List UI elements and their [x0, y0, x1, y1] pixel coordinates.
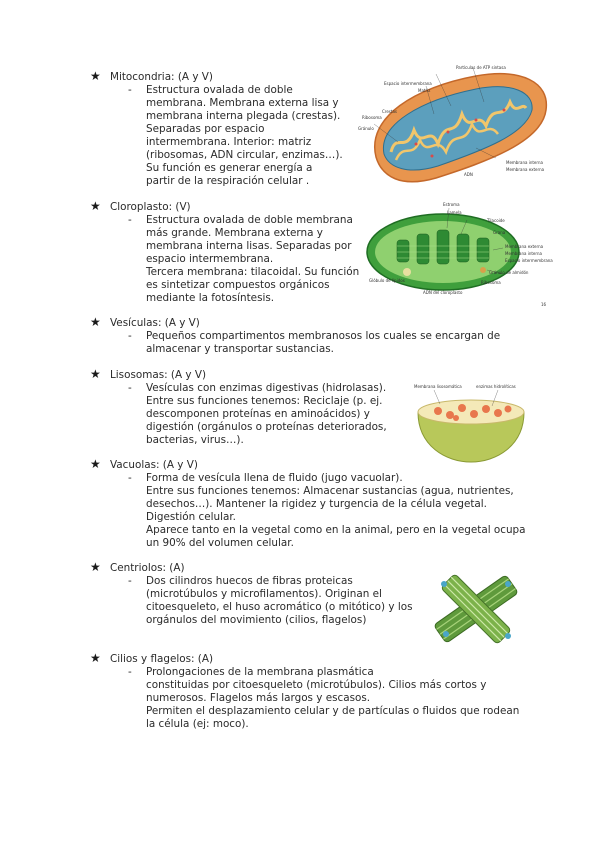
figure-label: Membrana lisosomática: [414, 384, 462, 389]
figure-label: ADN del cloroplasto: [423, 290, 463, 295]
star-bullet-icon: ★: [90, 199, 101, 213]
figure-label: Membrana externa: [505, 244, 544, 249]
figure-label: Membrana interna: [506, 160, 543, 165]
figure-label: Crestas: [382, 109, 397, 114]
section-body: Estructura ovalada de doble membrana. Membrana externa lisa y membrana interna plegada (crestas). Separadas por espacio intermembrana. Interior: matriz (ribosomas, ADN circular, enzimas…). Su función es generar energía a partir de la respiración celular .: [146, 84, 343, 187]
figure-label: Membrana interna: [505, 251, 542, 256]
dash-bullet: -: [128, 84, 132, 96]
lysosome-illustration: [410, 382, 532, 464]
figure-label: Matriz: [418, 88, 431, 93]
figure-label: Ribosoma: [362, 115, 382, 120]
lysosome-figure: [410, 382, 532, 464]
figure-label: Lamela: [447, 210, 462, 215]
figure-label: Grana: [493, 230, 506, 235]
figure-label: Gránulo de almidón: [489, 270, 529, 275]
figure-label: Gránulo: [358, 126, 374, 131]
section-body: Forma de vesícula llena de fluido (jugo vacuolar). Entre sus funciones tenemos: Almacenar sustancias (agua, nutrientes, desechos…). Mantener la rigidez y turgencia de la célula vegetal. Digestión celular. Aparece tanto en la vegetal como en la animal, pero en la vegetal ocupa un 90% del volumen celular.: [146, 472, 526, 549]
figure-label: Membrana externa: [506, 167, 545, 172]
star-bullet-icon: ★: [90, 651, 101, 665]
figure-label: Partículas de ATP sintasa: [456, 65, 506, 70]
mitochondria-figure: [356, 62, 552, 192]
centriole-illustration: [428, 568, 524, 650]
figure-label: Espacio intermembrana: [505, 258, 553, 263]
section-title: Vacuolas: (A y V): [110, 459, 198, 471]
section-title: Centriolos: (A): [110, 562, 185, 574]
section-title: Cilios y flagelos: (A): [110, 653, 214, 665]
star-bullet-icon: ★: [90, 69, 101, 83]
dash-bullet: -: [128, 472, 132, 484]
dash-bullet: -: [128, 330, 132, 342]
figure-label: Espacio intermembrana: [384, 81, 432, 86]
section-title: Cloroplasto: (V): [110, 201, 191, 213]
figure-label: Tilacoide: [487, 218, 505, 223]
page-mark: 16: [541, 302, 547, 307]
dash-bullet: -: [128, 666, 132, 678]
section-body: Estructura ovalada de doble membrana más grande. Membrana externa y membrana interna lisas. Separadas por espacio intermembrana. Tercera membrana: tilacoidal. Su función es sintetizar compuestos orgánicos mediante la fotosíntesis.: [146, 214, 360, 304]
dash-bullet: -: [128, 214, 132, 226]
section-title: Mitocondria: (A y V): [110, 71, 213, 83]
figure-label: enzimas hidrolíticas: [476, 384, 516, 389]
star-bullet-icon: ★: [90, 457, 101, 471]
chloroplast-figure: [363, 200, 553, 306]
centriole-figure: [428, 568, 524, 650]
section-body: Dos cilindros huecos de fibras proteicas (microtúbulos y microfilamentos). Originan el citoesqueleto, el huso acromático (o mitótico) y los orgánulos del movimiento (cilios, flagelos): [146, 575, 413, 626]
star-bullet-icon: ★: [90, 367, 101, 381]
section-title: Lisosomas: (A y V): [110, 369, 207, 381]
dash-bullet: -: [128, 575, 132, 587]
section-body: Prolongaciones de la membrana plasmática constituidas por citoesqueleto (microtúbulos). Cilios más cortos y numerosos. Flagelos más largos y escasos. Permiten el desplazamiento celular y de partículas o fluidos que rodean la célula (ej: moco).: [146, 666, 520, 730]
figure-label: ADN: [464, 172, 473, 177]
section-body: Pequeños compartimentos membranosos los cuales se encargan de almacenar y transportar sustancias.: [146, 330, 501, 355]
section-title: Vesículas: (A y V): [110, 317, 200, 329]
star-bullet-icon: ★: [90, 315, 101, 329]
dash-bullet: -: [128, 382, 132, 394]
figure-label: Estroma: [443, 202, 460, 207]
star-bullet-icon: ★: [90, 560, 101, 574]
figure-label: Ribosoma: [481, 280, 501, 285]
section-body: Vesículas con enzimas digestivas (hidrolasas). Entre sus funciones tenemos: Reciclaje (p. ej. descomponen proteínas en aminoácidos) y digestión (orgánulos o proteínas deteriorados, bacterias, virus…).: [146, 382, 387, 446]
figure-label: Glóbulo de lípidos: [369, 278, 405, 283]
